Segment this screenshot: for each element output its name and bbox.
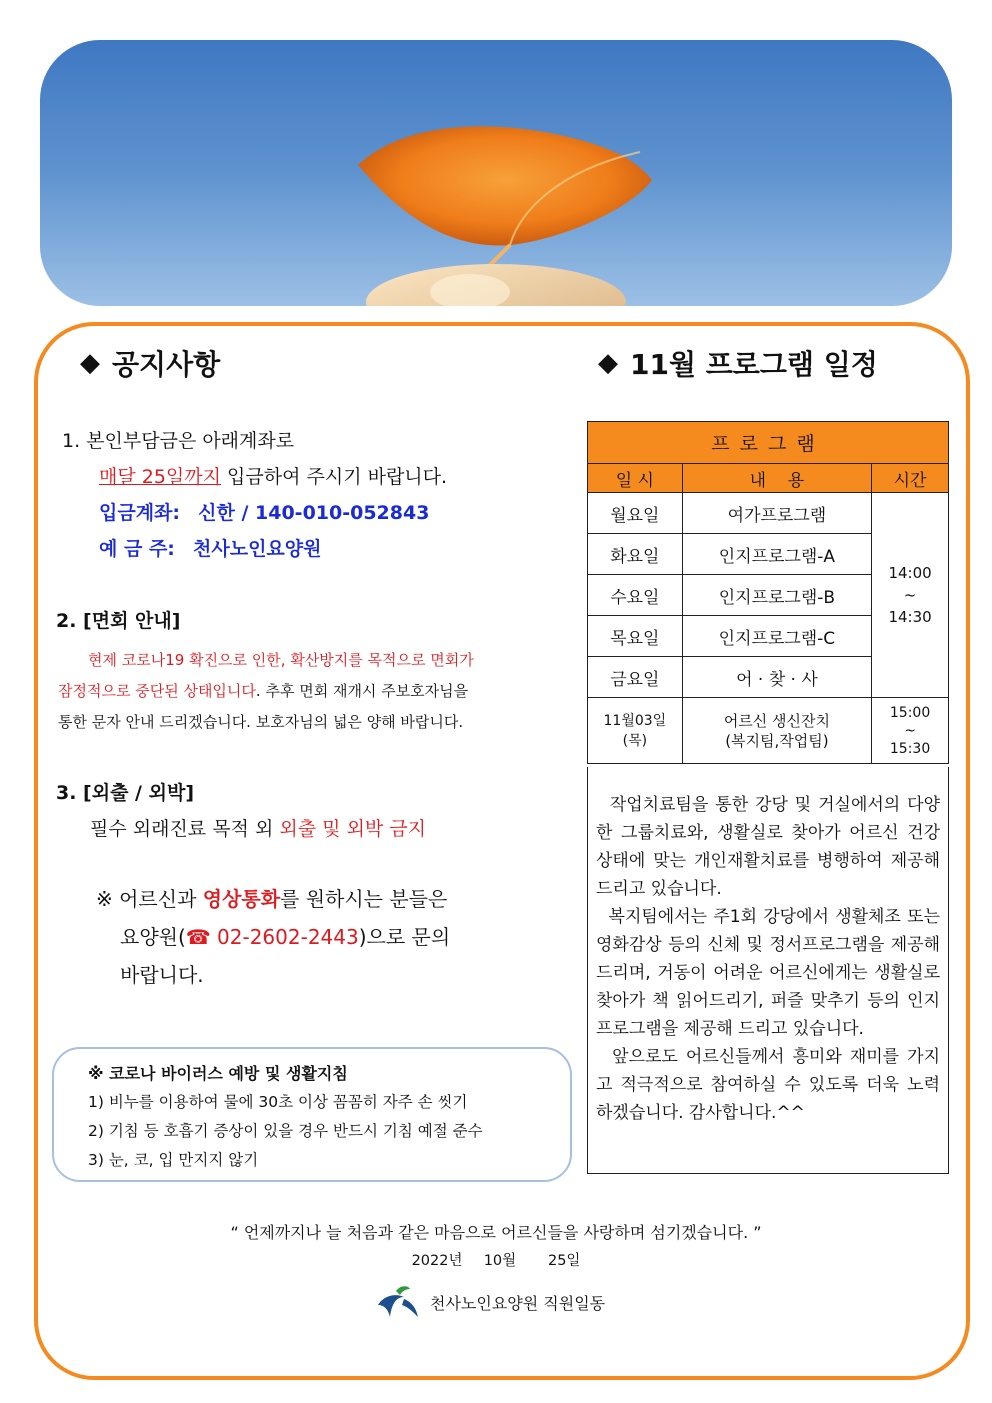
holder-line: 예 금 주: 천사노인요양원 <box>99 538 322 560</box>
diamond-bullet-icon: ◆ <box>598 348 618 378</box>
table-row: 월요일 여가프로그램 14:00 ~ 14:30 <box>588 493 949 534</box>
notice-item-2-body: 현제 코로나19 확진으로 인한, 확산방지를 목적으로 면회가 잠정적으로 중단된 상태입니다. 추후 면회 재개시 주보호자님을 통한 문자 안내 드리겠습니다. 보호자님의 넓은 양해 바랍니다. <box>58 651 474 731</box>
table-row-special: 11월03일 (목) 어르신 생신잔치 (복지팀,작업팀) 15:00 ~ 15:30 <box>588 698 949 764</box>
hero-image <box>40 40 952 306</box>
col-header-time: 시간 <box>872 464 949 493</box>
col-header-content: 내 용 <box>682 464 871 493</box>
col-header-day: 일 시 <box>588 464 683 493</box>
notice-item-2-title: 2. [면회 안내] <box>56 610 181 632</box>
weekday-time-cell: 14:00 ~ 14:30 <box>872 493 949 698</box>
guideline-item: 2) 기침 등 호흡기 증상이 있을 경우 반드시 기침 예절 준수 <box>88 1122 483 1140</box>
footer-org: 천사노인요양원 직원일동 <box>374 1285 605 1319</box>
table-row: 목요일 인지프로그램-C <box>588 616 949 657</box>
schedule-heading: ◆ 11월 프로그램 일정 <box>598 348 878 381</box>
table-row: 수요일 인지프로그램-B <box>588 575 949 616</box>
footer-quote: “ 언제까지나 늘 처음과 같은 마음으로 어르신들을 사랑하며 섬기겠습니다. ” <box>230 1223 762 1242</box>
notice-item-3-title: 3. [외출 / 외박] <box>56 782 195 804</box>
table-row: 금요일 어 · 찾 · 사 <box>588 657 949 698</box>
notice-heading: ◆ 공지사항 <box>80 348 221 381</box>
autumn-leaf-illustration <box>40 40 952 306</box>
phone-number: ☎ 02-2602-2443 <box>185 925 359 949</box>
program-schedule-table <box>587 421 949 764</box>
corona-guideline-box: ※ 코로나 바이러스 예방 및 생활지침 1) 비누를 이용하여 물에 30초 이상 꼼꼼히 자주 손 씻기 2) 기침 등 호흡기 증상이 있을 경우 반드시 기침 예절 준수 3) 눈, 코, 입 만지지 않기 <box>52 1047 572 1182</box>
account-line: 입금계좌: 신한 / 140-010-052843 <box>99 502 430 524</box>
table-title: 프로그램 <box>588 422 949 464</box>
video-call-note: ※ 어르신과 영상통화를 원하시는 분들은 요양원(☎ 02-2602-2443)으로 문의 바랍니다. <box>96 887 451 987</box>
guideline-item: 3) 눈, 코, 입 만지지 않기 <box>88 1151 259 1169</box>
footer-date: 2022년 10월 25일 <box>411 1253 581 1269</box>
notice-item-3-body: 필수 외래진료 목적 외 외출 및 외박 금지 <box>90 818 426 840</box>
guideline-item: 1) 비누를 이용하여 물에 30초 이상 꼼꼼히 자주 손 씻기 <box>88 1093 468 1111</box>
program-description: 작업치료팀을 통한 강당 및 거실에서의 다양한 그룹치료와, 생활실로 찾아가 어르신 건강상태에 맞는 개인재활치료를 병행하여 제공해 드리고 있습니다. 복지팀에서는 주1회 강당에서 생활체조 또는 영화감상 등의 신체 및 정서프로그램을 제공해 드리며, 거동이 어려운 어르신에게는 생활실로 찾아가 책 읽어드리기, 퍼즐 맞추기 등의 인지프로그램을 제공해 드리고 있습니다. 앞으로도 어르신들께서 흥미와 재미를 가지고 적극적으로 참여하실 수 있도록 더욱 노력하겠습니다. 감사합니다.^^ <box>587 767 949 1174</box>
diamond-bullet-icon: ◆ <box>80 348 100 378</box>
notice-item-1: 1. 본인부담금은 아래계좌로 매달 25일까지 입금하여 주시기 바랍니다. 입금계좌: 신한 / 140-010-052843 예 금 주: 천사노인요양원 <box>62 423 447 567</box>
table-row: 화요일 인지프로그램-A <box>588 534 949 575</box>
org-logo-icon <box>374 1285 420 1319</box>
